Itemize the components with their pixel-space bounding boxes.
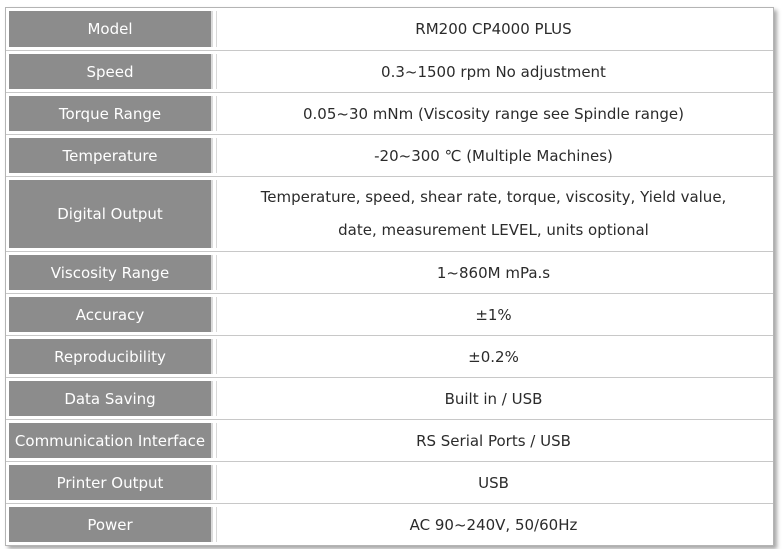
row-value: ±0.2% [216, 339, 770, 374]
row-label: Speed [9, 54, 213, 89]
row-value: RS Serial Ports / USB [216, 423, 770, 458]
row-label: Reproducibility [9, 339, 213, 374]
table-row-digital-output [6, 177, 773, 252]
row-value [216, 180, 770, 248]
table-row-accuracy [6, 294, 773, 336]
row-value: AC 90~240V, 50/60Hz [216, 507, 770, 542]
row-value: ±1% [216, 297, 770, 332]
table-row-communication-interface [6, 420, 773, 462]
row-value: Built in / USB [216, 381, 770, 416]
row-label: Printer Output [9, 465, 213, 500]
row-value-line-2: date, measurement LEVEL, units optional [338, 221, 649, 239]
table-row-torque-range [6, 93, 773, 135]
row-value: USB [216, 465, 770, 500]
row-value: -20~300 ℃ (Multiple Machines) [216, 138, 770, 173]
table-row-model [6, 8, 773, 51]
table-row-data-saving [6, 378, 773, 420]
row-label: Torque Range [9, 96, 213, 131]
table-row-printer-output [6, 462, 773, 504]
table-row-speed [6, 51, 773, 93]
row-label: Accuracy [9, 297, 213, 332]
row-label: Viscosity Range [9, 255, 213, 290]
table-row-power [6, 504, 773, 545]
row-label: Digital Output [9, 180, 213, 248]
row-label: Power [9, 507, 213, 542]
spec-table [5, 7, 774, 546]
table-row-viscosity-range [6, 252, 773, 294]
row-label: Communication Interface [9, 423, 213, 458]
row-value: RM200 CP4000 PLUS [216, 11, 770, 47]
table-row-reproducibility [6, 336, 773, 378]
row-value-line-1: Temperature, speed, shear rate, torque, viscosity, Yield value, [260, 188, 727, 206]
row-label: Model [9, 11, 213, 47]
row-value: 0.3~1500 rpm No adjustment [216, 54, 770, 89]
table-row-temperature [6, 135, 773, 177]
row-value: 1~860M mPa.s [216, 255, 770, 290]
row-label: Temperature [9, 138, 213, 173]
row-label: Data Saving [9, 381, 213, 416]
row-value: 0.05~30 mNm (Viscosity range see Spindle range) [216, 96, 770, 131]
